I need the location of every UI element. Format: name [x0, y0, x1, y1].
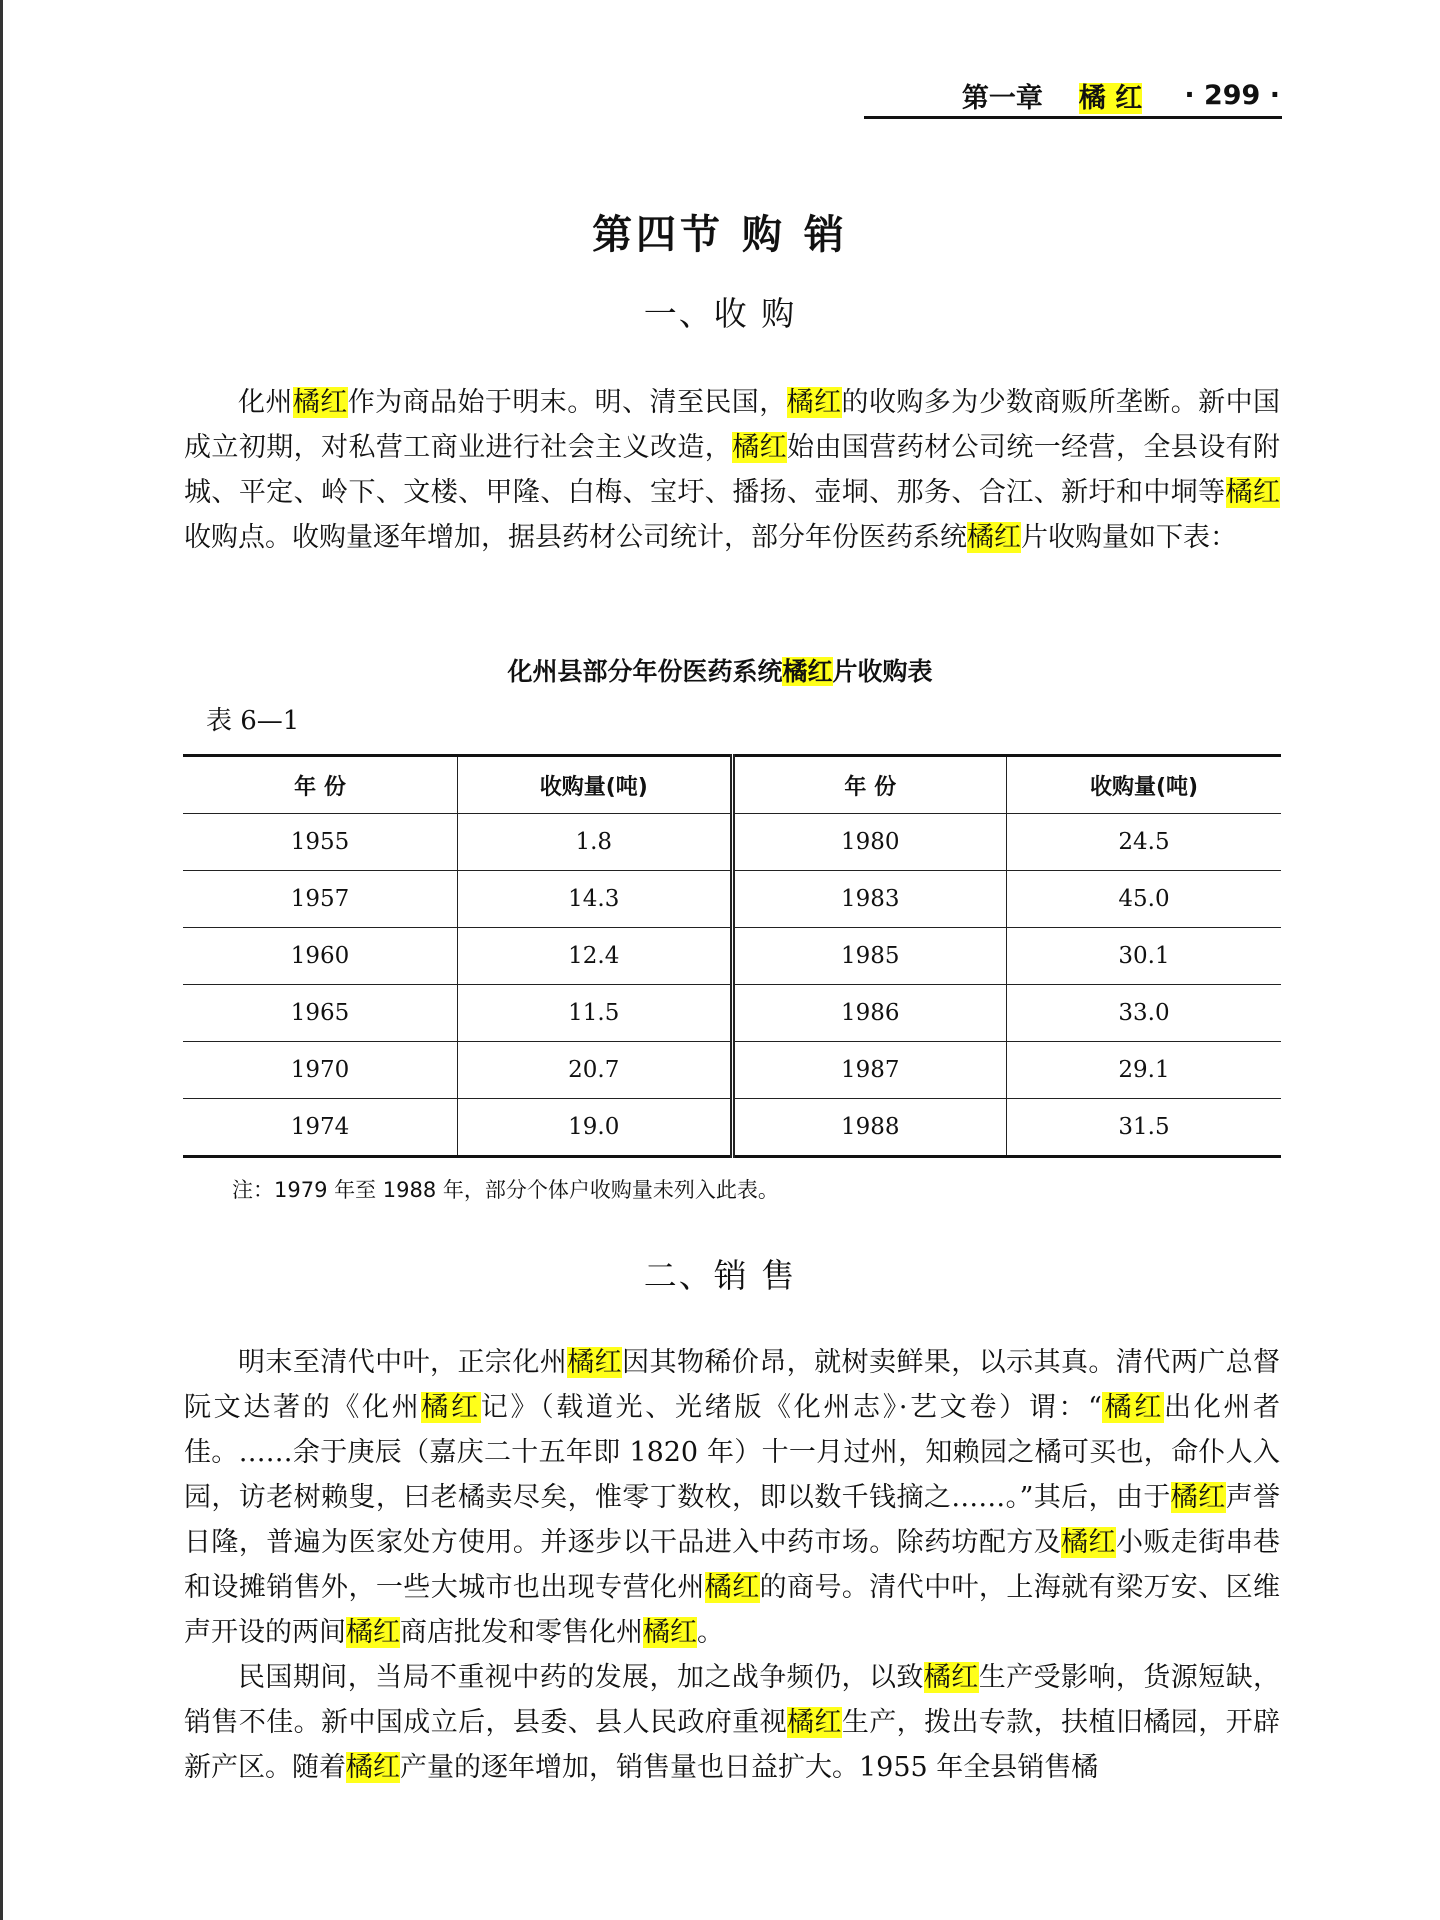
- cell-year-right: 1985: [732, 928, 1007, 985]
- cell-amount-right: 24.5: [1007, 814, 1282, 871]
- highlighted-term: 橘红: [643, 1617, 697, 1648]
- table-row: [183, 928, 1281, 985]
- chapter-title: 橘 红: [1078, 82, 1143, 114]
- cell-amount-right: 30.1: [1007, 928, 1282, 985]
- highlighted-term: 橘红: [421, 1392, 481, 1423]
- highlighted-term: 橘红: [732, 432, 788, 463]
- highlighted-term: 橘红: [346, 1617, 400, 1648]
- text-run: 片收购表: [832, 657, 933, 686]
- header-rule: [864, 116, 1282, 119]
- table-row: [183, 814, 1281, 871]
- highlighted-term: 橘红: [292, 387, 348, 418]
- text-run: 生产，拨出专款，扶植旧橘园，开辟新产区。随着: [184, 1707, 1281, 1783]
- subsection-title-purchase: 一、收 购: [643, 294, 797, 333]
- paragraph-purchase: [184, 380, 1280, 560]
- text-run: 。: [697, 1617, 724, 1648]
- table-body: [183, 814, 1281, 1157]
- highlighted-term: 橘红: [704, 1572, 760, 1603]
- text-run: 商店批发和零售化州: [400, 1617, 643, 1648]
- text-run: 因其物稀价昂，就树卖鲜果，以示其真。清代两广总督阮文达著的《化州: [184, 1347, 1281, 1423]
- highlighted-term: 橘红: [567, 1347, 623, 1378]
- table-row: [183, 1099, 1281, 1157]
- running-header: [962, 70, 1280, 120]
- text-run: 小贩走街串巷和设摊销售外，一些大城市也出现专营化州: [184, 1527, 1281, 1603]
- text-run: 作为商品始于明末。明、清至民国，: [347, 387, 787, 418]
- header-year-left: 年 份: [183, 756, 458, 814]
- cell-year-left: 1957: [183, 871, 458, 928]
- highlighted-term: 橘红: [787, 1707, 842, 1738]
- table-row: [183, 985, 1281, 1042]
- cell-year-right: 1980: [732, 814, 1007, 871]
- cell-year-right: 1986: [732, 985, 1007, 1042]
- highlighted-term: 橘红: [1101, 1392, 1165, 1423]
- cell-year-left: 1955: [183, 814, 458, 871]
- cell-amount-left: 12.4: [458, 928, 733, 985]
- text-run: 的收购多为少数商贩所垄断。新中国成立初期，对私营工商业进行社会主义改造，: [184, 387, 1281, 463]
- text-run: 收购点。收购量逐年增加，据县药材公司统计，部分年份医药系统: [184, 522, 967, 553]
- highlighted-term: 橘红: [1170, 1482, 1226, 1513]
- text-run: 民国期间，当局不重视中药的发展，加之战争频仍，以致: [238, 1662, 924, 1693]
- highlighted-term: 橘红: [923, 1662, 979, 1693]
- paragraph-sales-history: [184, 1340, 1280, 1655]
- cell-amount-right: 29.1: [1007, 1042, 1282, 1099]
- cell-amount-right: 33.0: [1007, 985, 1282, 1042]
- table-note: 注：1979 年至 1988 年，部分个体户收购量未列入此表。: [232, 1178, 779, 1202]
- highlighted-term: 橘红: [1061, 1527, 1116, 1558]
- table-row: [183, 871, 1281, 928]
- header-year-right: 年 份: [732, 756, 1007, 814]
- cell-amount-right: 31.5: [1007, 1099, 1282, 1157]
- highlighted-term: 橘红: [782, 657, 833, 686]
- text-run: 生产受影响，货源短缺，销售不佳。新中国成立后，县委、县人民政府重视: [184, 1662, 1281, 1738]
- subsection-title-sales: 二、销 售: [643, 1256, 797, 1295]
- cell-amount-left: 14.3: [458, 871, 733, 928]
- text-run: 化州县部分年份医药系统: [507, 657, 783, 686]
- highlighted-term: 橘红: [967, 522, 1021, 553]
- cell-amount-left: 11.5: [458, 985, 733, 1042]
- text-run: 记》（载道光、光绪版《化州志》·艺文卷）谓：“: [480, 1392, 1102, 1423]
- highlighted-term: 橘红: [346, 1752, 400, 1783]
- page-number: · 299 ·: [1184, 79, 1280, 111]
- chapter-label: 第一章: [961, 82, 1043, 114]
- text-run: 片收购量如下表：: [1021, 522, 1237, 553]
- cell-amount-right: 45.0: [1007, 871, 1282, 928]
- text-run: 始由国营药材公司统一经营，全县设有附城、平定、岭下、文楼、甲隆、白梅、宝圩、播扬、壶垌、那务、合江、新圩和中垌等: [184, 432, 1281, 508]
- purchase-table: [183, 754, 1281, 1158]
- cell-year-left: 1974: [183, 1099, 458, 1157]
- cell-year-right: 1987: [732, 1042, 1007, 1099]
- cell-year-left: 1965: [183, 985, 458, 1042]
- highlighted-term: 橘红: [786, 387, 842, 418]
- text-run: 产量的逐年增加，销售量也日益扩大。1955 年全县销售橘: [400, 1752, 1099, 1783]
- text-run: 化州: [238, 387, 293, 418]
- cell-year-left: 1970: [183, 1042, 458, 1099]
- table-row: [183, 1042, 1281, 1099]
- text-run: 的商号。清代中叶，上海就有梁万安、区维声开设的两间: [184, 1572, 1281, 1648]
- text-run: 明末至清代中叶，正宗化州: [238, 1347, 568, 1378]
- header-title: [962, 76, 1142, 115]
- table-header-row: [183, 756, 1281, 814]
- highlighted-term: 橘红: [1225, 477, 1281, 508]
- cell-amount-left: 1.8: [458, 814, 733, 871]
- header-amount-left: 收购量(吨): [458, 756, 733, 814]
- cell-year-left: 1960: [183, 928, 458, 985]
- table-number: 表 6—1: [206, 706, 300, 736]
- section-title: 第四节 购 销: [592, 211, 848, 258]
- cell-amount-left: 20.7: [458, 1042, 733, 1099]
- cell-year-right: 1988: [732, 1099, 1007, 1157]
- cell-amount-left: 19.0: [458, 1099, 733, 1157]
- cell-year-right: 1983: [732, 871, 1007, 928]
- table-caption: [0, 652, 1440, 688]
- text-run: 出化州者佳。……余于庚辰（嘉庆二十五年即 1820 年）十一月过州，知赖园之橘可买也，命仆人入园，访老树赖叟，曰老橘卖尽矣，惟零丁数枚，即以数千钱摘之……。”其后，由于: [184, 1392, 1281, 1513]
- text-run: 声誉日隆，普遍为医家处方使用。并逐步以干品进入中药市场。除药坊配方及: [184, 1482, 1281, 1558]
- paragraph-sales-modern: [184, 1655, 1280, 1790]
- header-amount-right: 收购量(吨): [1007, 756, 1282, 814]
